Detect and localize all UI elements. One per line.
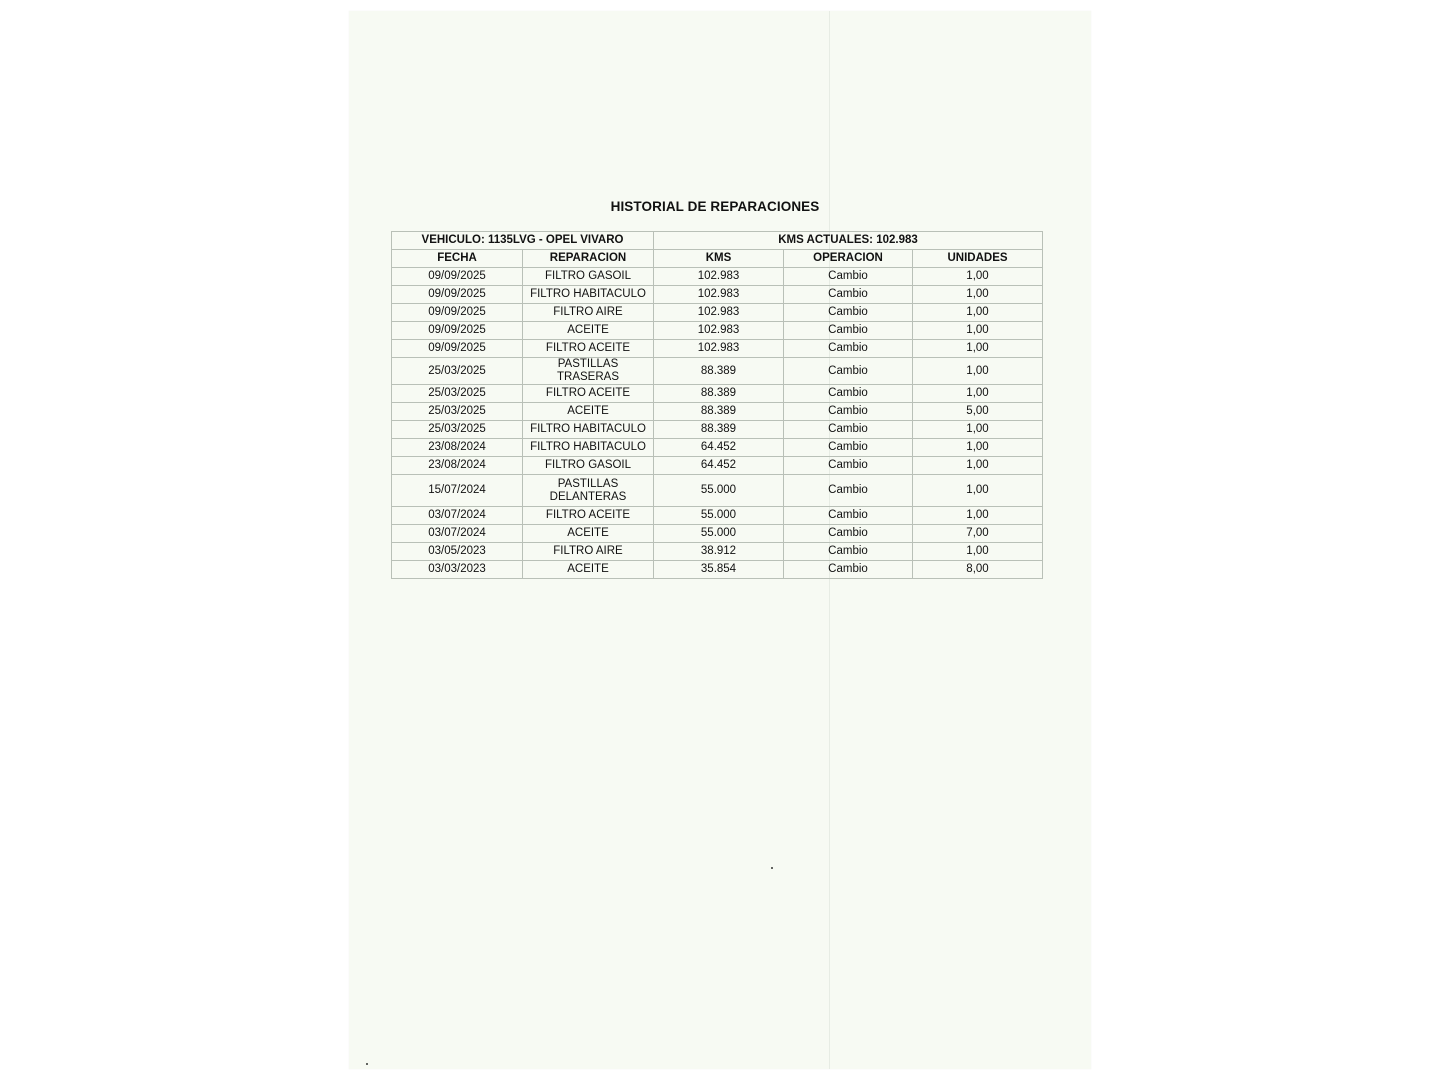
operation-cell: Cambio xyxy=(784,507,913,525)
table-row xyxy=(392,268,1043,286)
units-cell: 1,00 xyxy=(913,304,1043,322)
operation-cell: Cambio xyxy=(784,525,913,543)
date-cell: 25/03/2025 xyxy=(392,385,523,403)
repair-cell: PASTILLAS TRASERAS xyxy=(523,358,654,385)
units-cell: 1,00 xyxy=(913,286,1043,304)
date-cell: 25/03/2025 xyxy=(392,358,523,385)
table-row xyxy=(392,525,1043,543)
units-cell: 7,00 xyxy=(913,525,1043,543)
repair-cell: FILTRO ACEITE xyxy=(523,507,654,525)
kms-cell: 88.389 xyxy=(654,385,784,403)
kms-cell: 35.854 xyxy=(654,561,784,579)
units-cell: 1,00 xyxy=(913,543,1043,561)
column-header-operacion: OPERACION xyxy=(784,250,913,268)
table-row xyxy=(392,457,1043,475)
table-row xyxy=(392,286,1043,304)
kms-cell: 55.000 xyxy=(654,507,784,525)
operation-cell: Cambio xyxy=(784,403,913,421)
table-row xyxy=(392,561,1043,579)
kms-cell: 64.452 xyxy=(654,439,784,457)
repair-cell: FILTRO ACEITE xyxy=(523,385,654,403)
kms-cell: 102.983 xyxy=(654,286,784,304)
units-cell: 1,00 xyxy=(913,340,1043,358)
document-title: HISTORIAL DE REPARACIONES xyxy=(610,199,820,214)
date-cell: 23/08/2024 xyxy=(392,457,523,475)
date-cell: 09/09/2025 xyxy=(392,286,523,304)
table-row xyxy=(392,304,1043,322)
date-cell: 09/09/2025 xyxy=(392,268,523,286)
repair-cell: ACEITE xyxy=(523,561,654,579)
table-row xyxy=(392,403,1043,421)
operation-cell: Cambio xyxy=(784,358,913,385)
kms-cell: 102.983 xyxy=(654,322,784,340)
scan-speck xyxy=(366,1063,368,1065)
column-header-reparacion: REPARACION xyxy=(523,250,654,268)
kms-cell: 88.389 xyxy=(654,358,784,385)
table-row xyxy=(392,421,1043,439)
operation-cell: Cambio xyxy=(784,268,913,286)
operation-cell: Cambio xyxy=(784,385,913,403)
repair-cell: FILTRO HABITACULO xyxy=(523,286,654,304)
repair-history-table xyxy=(391,231,1043,579)
units-cell: 1,00 xyxy=(913,507,1043,525)
vehicle-label: VEHICULO: 1135LVG - OPEL VIVARO xyxy=(392,232,654,250)
table-row xyxy=(392,385,1043,403)
table-body xyxy=(392,268,1043,579)
column-header-kms: KMS xyxy=(654,250,784,268)
table-row xyxy=(392,543,1043,561)
table-row xyxy=(392,340,1043,358)
operation-cell: Cambio xyxy=(784,475,913,507)
operation-cell: Cambio xyxy=(784,421,913,439)
operation-cell: Cambio xyxy=(784,322,913,340)
scan-speck xyxy=(771,867,773,869)
kms-cell: 38.912 xyxy=(654,543,784,561)
date-cell: 15/07/2024 xyxy=(392,475,523,507)
repair-cell: FILTRO ACEITE xyxy=(523,340,654,358)
repair-cell: FILTRO GASOIL xyxy=(523,268,654,286)
table-row xyxy=(392,322,1043,340)
current-kms-label: KMS ACTUALES: 102.983 xyxy=(654,232,1043,250)
repair-cell: ACEITE xyxy=(523,403,654,421)
date-cell: 03/05/2023 xyxy=(392,543,523,561)
date-cell: 25/03/2025 xyxy=(392,403,523,421)
units-cell: 1,00 xyxy=(913,457,1043,475)
date-cell: 23/08/2024 xyxy=(392,439,523,457)
units-cell: 1,00 xyxy=(913,385,1043,403)
table-row xyxy=(392,507,1043,525)
kms-cell: 102.983 xyxy=(654,304,784,322)
date-cell: 09/09/2025 xyxy=(392,322,523,340)
units-cell: 5,00 xyxy=(913,403,1043,421)
repair-cell: PASTILLAS DELANTERAS xyxy=(523,475,654,507)
date-cell: 03/03/2023 xyxy=(392,561,523,579)
operation-cell: Cambio xyxy=(784,457,913,475)
units-cell: 1,00 xyxy=(913,322,1043,340)
repair-cell: ACEITE xyxy=(523,322,654,340)
repair-cell: FILTRO HABITACULO xyxy=(523,439,654,457)
kms-cell: 64.452 xyxy=(654,457,784,475)
operation-cell: Cambio xyxy=(784,340,913,358)
date-cell: 25/03/2025 xyxy=(392,421,523,439)
units-cell: 1,00 xyxy=(913,421,1043,439)
units-cell: 1,00 xyxy=(913,358,1043,385)
document-page xyxy=(349,11,1091,1069)
vehicle-info-row xyxy=(392,232,1043,250)
operation-cell: Cambio xyxy=(784,561,913,579)
units-cell: 1,00 xyxy=(913,475,1043,507)
table-row xyxy=(392,475,1043,507)
kms-cell: 88.389 xyxy=(654,403,784,421)
kms-cell: 102.983 xyxy=(654,340,784,358)
kms-cell: 55.000 xyxy=(654,525,784,543)
repair-cell: FILTRO GASOIL xyxy=(523,457,654,475)
kms-cell: 55.000 xyxy=(654,475,784,507)
column-header-fecha: FECHA xyxy=(392,250,523,268)
kms-cell: 102.983 xyxy=(654,268,784,286)
table-row xyxy=(392,358,1043,385)
units-cell: 8,00 xyxy=(913,561,1043,579)
repair-cell: FILTRO AIRE xyxy=(523,543,654,561)
operation-cell: Cambio xyxy=(784,304,913,322)
units-cell: 1,00 xyxy=(913,268,1043,286)
operation-cell: Cambio xyxy=(784,543,913,561)
column-header-row xyxy=(392,250,1043,268)
date-cell: 03/07/2024 xyxy=(392,525,523,543)
repair-cell: FILTRO AIRE xyxy=(523,304,654,322)
units-cell: 1,00 xyxy=(913,439,1043,457)
kms-cell: 88.389 xyxy=(654,421,784,439)
repair-cell: FILTRO HABITACULO xyxy=(523,421,654,439)
operation-cell: Cambio xyxy=(784,286,913,304)
table-row xyxy=(392,439,1043,457)
date-cell: 09/09/2025 xyxy=(392,304,523,322)
date-cell: 09/09/2025 xyxy=(392,340,523,358)
date-cell: 03/07/2024 xyxy=(392,507,523,525)
operation-cell: Cambio xyxy=(784,439,913,457)
repair-cell: ACEITE xyxy=(523,525,654,543)
column-header-unidades: UNIDADES xyxy=(913,250,1043,268)
